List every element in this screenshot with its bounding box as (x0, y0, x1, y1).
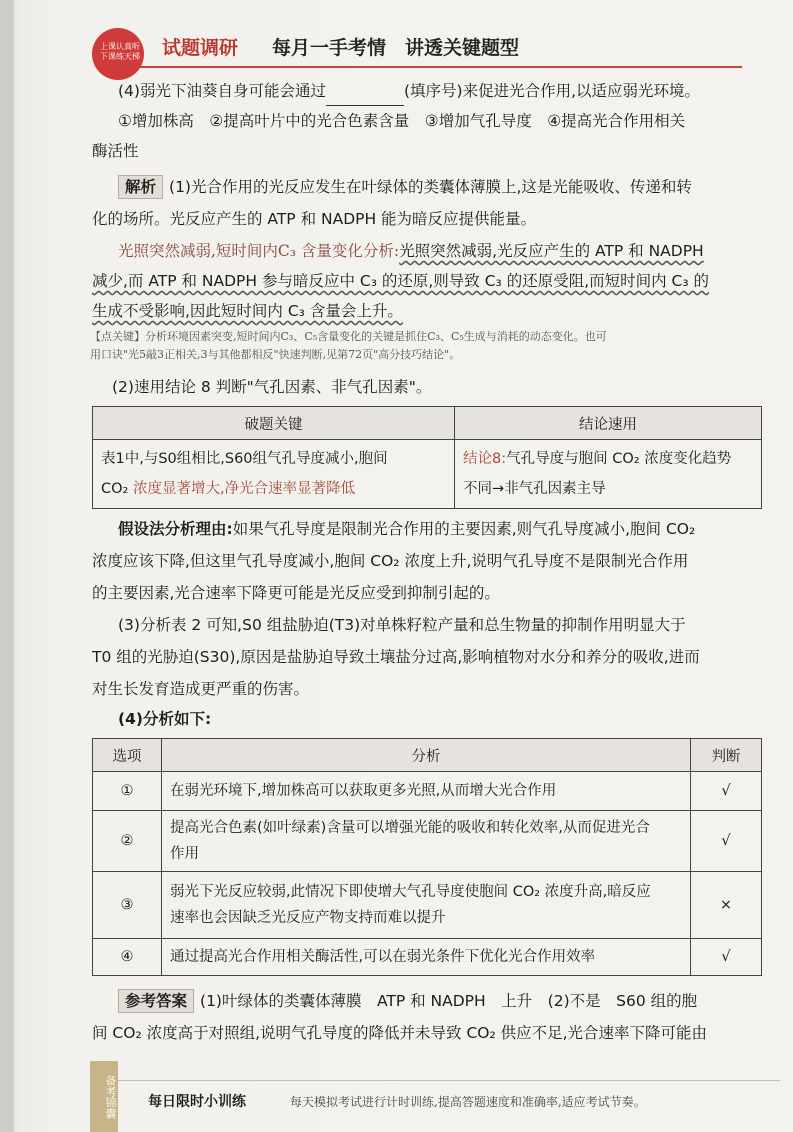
option-row (93, 939, 762, 976)
key-note-2: 用口诀"光5敲3正相关,3与其他都相反"快速判断,见第72页"高分技巧结论"。 (90, 348, 461, 361)
question-text-a: (4)弱光下油葵自身可能会通过 (118, 82, 326, 100)
analysis-hand-line (118, 236, 704, 266)
analysis-label: 解析 (118, 175, 163, 199)
option-analysis: 通过提高光合作用相关酶活性,可以在弱光条件下优化光合作用效率 (162, 939, 691, 976)
options-line-2: 酶活性 (92, 142, 139, 160)
wavy-line-2: 减少,而 ATP 和 NADPH 参与暗反应中 C₃ 的还原,则导致 C₃ 的还原受阻,而短时间内 C₃ 的 (92, 272, 710, 290)
page-edge-shadow (0, 0, 14, 1132)
footer-badge: 备考锦囊 (90, 1061, 118, 1132)
key-table-header-1: 破题关键 (93, 407, 455, 440)
question-line (118, 76, 700, 106)
option-analysis-line1: 提高光合色素(如叶绿素)含量可以增强光能的吸收和转化效率,从而促进光合 (170, 820, 650, 836)
option-analysis-line1: 弱光下光反应较弱,此情况下即使增大气孔导度使胞间 CO₂ 浓度升高,暗反应 (170, 884, 651, 900)
analysis-p1-text: (1)光合作用的光反应发生在叶绿体的类囊体薄膜上,这是光能吸收、传递和转 (169, 178, 692, 196)
analysis-p3a: (3)分析表 2 可知,S0 组盐胁迫(T3)对单株籽粒产量和总生物量的抑制作用明显大于 (118, 616, 686, 634)
analysis-p1 (118, 172, 692, 202)
option-table (92, 738, 762, 976)
key-table-right (455, 440, 762, 509)
header-tag: 试题调研 (162, 37, 239, 59)
key-right-line1 (463, 444, 753, 474)
wavy-line-1: 光照突然减弱,光反应产生的 ATP 和 NADPH (399, 242, 704, 260)
handwritten-note: 光照突然减弱,短时间内C₃ 含量变化分析: (118, 242, 400, 260)
option-id: ② (93, 811, 162, 872)
key-table (92, 406, 762, 509)
options-line: ①增加株高 ②提高叶片中的光合色素含量 ③增加气孔导度 ④提高光合作用相关 (118, 112, 686, 130)
option-analysis (162, 811, 691, 872)
option-row (93, 772, 762, 811)
option-table-header-2: 分析 (162, 739, 691, 772)
analysis-p2: (2)速用结论 8 判断"气孔因素、非气孔因素"。 (112, 378, 432, 396)
option-analysis: 在弱光环境下,增加株高可以获取更多光照,从而增大光合作用 (162, 772, 691, 811)
key-left-line2 (101, 474, 446, 504)
option-analysis (162, 872, 691, 939)
answer-text-1: (1)叶绿体的类囊体薄膜 ATP 和 NADPH 上升 (2)不是 S60 组的胞 (200, 992, 698, 1010)
answer-l2: 间 CO₂ 浓度高于对照组,说明气孔导度的降低并未导致 CO₂ 供应不足,光合速率下降可能由 (92, 1024, 708, 1042)
footer-title: 每日限时小训练 (148, 1094, 246, 1110)
option-id: ① (93, 772, 162, 811)
header-logo-text: 上课认真听 下课练天梯 (100, 42, 140, 61)
reasoning-text-1: 如果气孔导度是限制光合作用的主要因素,则气孔导度减小,胞间 CO₂ (232, 520, 696, 538)
analysis-p1b: 化的场所。光反应产生的 ATP 和 NADPH 能为暗反应提供能量。 (92, 210, 537, 228)
option-judge: √ (691, 772, 762, 811)
option-row (93, 872, 762, 939)
option-id: ④ (93, 939, 162, 976)
option-row (93, 811, 762, 872)
option-id: ③ (93, 872, 162, 939)
key-right-line2: 不同→非气孔因素主导 (463, 481, 606, 497)
option-judge: √ (691, 811, 762, 872)
question-text-b: (填序号)来促进光合作用,以适应弱光环境。 (403, 82, 700, 100)
footer-text: 每天模拟考试进行计时训练,提高答题速度和准确率,适应考试节奏。 (290, 1095, 646, 1109)
reasoning-l2: 浓度应该下降,但这里气孔导度减小,胞间 CO₂ 浓度上升,说明气孔导度不是限制光合作用 (92, 552, 689, 570)
analysis-p3b: T0 组的光胁迫(S30),原因是盐胁迫导致土壤盐分过高,影响植物对水分和养分的吸收,进而 (92, 648, 700, 666)
key-right-text1: 气孔导度与胞间 CO₂ 浓度变化趋势 (506, 451, 732, 467)
analysis-p3c: 对生长发育造成更严重的伤害。 (92, 680, 310, 698)
reasoning-bold: 假设法分析理由: (118, 520, 233, 538)
key-left-red: 浓度显著增大,净光合速率显著降低 (132, 481, 356, 497)
key-left-line1: 表1中,与S0组相比,S60组气孔导度减小,胞间 (101, 451, 388, 467)
key-table-left (93, 440, 455, 509)
option-analysis-line2: 作用 (170, 846, 199, 862)
option-judge: × (691, 872, 762, 939)
option-table-header-3: 判断 (691, 739, 762, 772)
key-table-header-2: 结论速用 (455, 407, 762, 440)
option-table-header-1: 选项 (93, 739, 162, 772)
reasoning-l3: 的主要因素,光合速率下降更可能是光反应受到抑制引起的。 (92, 584, 500, 602)
answer-blank (326, 87, 404, 106)
page-footer (90, 1075, 780, 1119)
option-analysis-line2: 速率也会因缺乏光反应产物支持而难以提升 (170, 910, 446, 926)
option-judge: √ (691, 939, 762, 976)
analysis-p4: (4)分析如下: (118, 710, 212, 728)
page-header (92, 28, 782, 72)
reasoning-l1 (118, 514, 695, 544)
key-note-1: 【点关键】分析环境因素突变,短时间内C₃、C₅含量变化的关键是抓住C₃、C₅生成与消耗的动态变化。也可 (90, 330, 607, 343)
header-subtitle: 每月一手考情 讲透关键题型 (272, 37, 520, 59)
answer-l1 (118, 986, 697, 1016)
key-left-co2: CO₂ (101, 481, 129, 497)
answer-label: 参考答案 (118, 989, 194, 1013)
wavy-line-3: 生成不受影响,因此短时间内 C₃ 含量会上升。 (92, 302, 403, 320)
key-right-label: 结论8: (463, 451, 507, 467)
